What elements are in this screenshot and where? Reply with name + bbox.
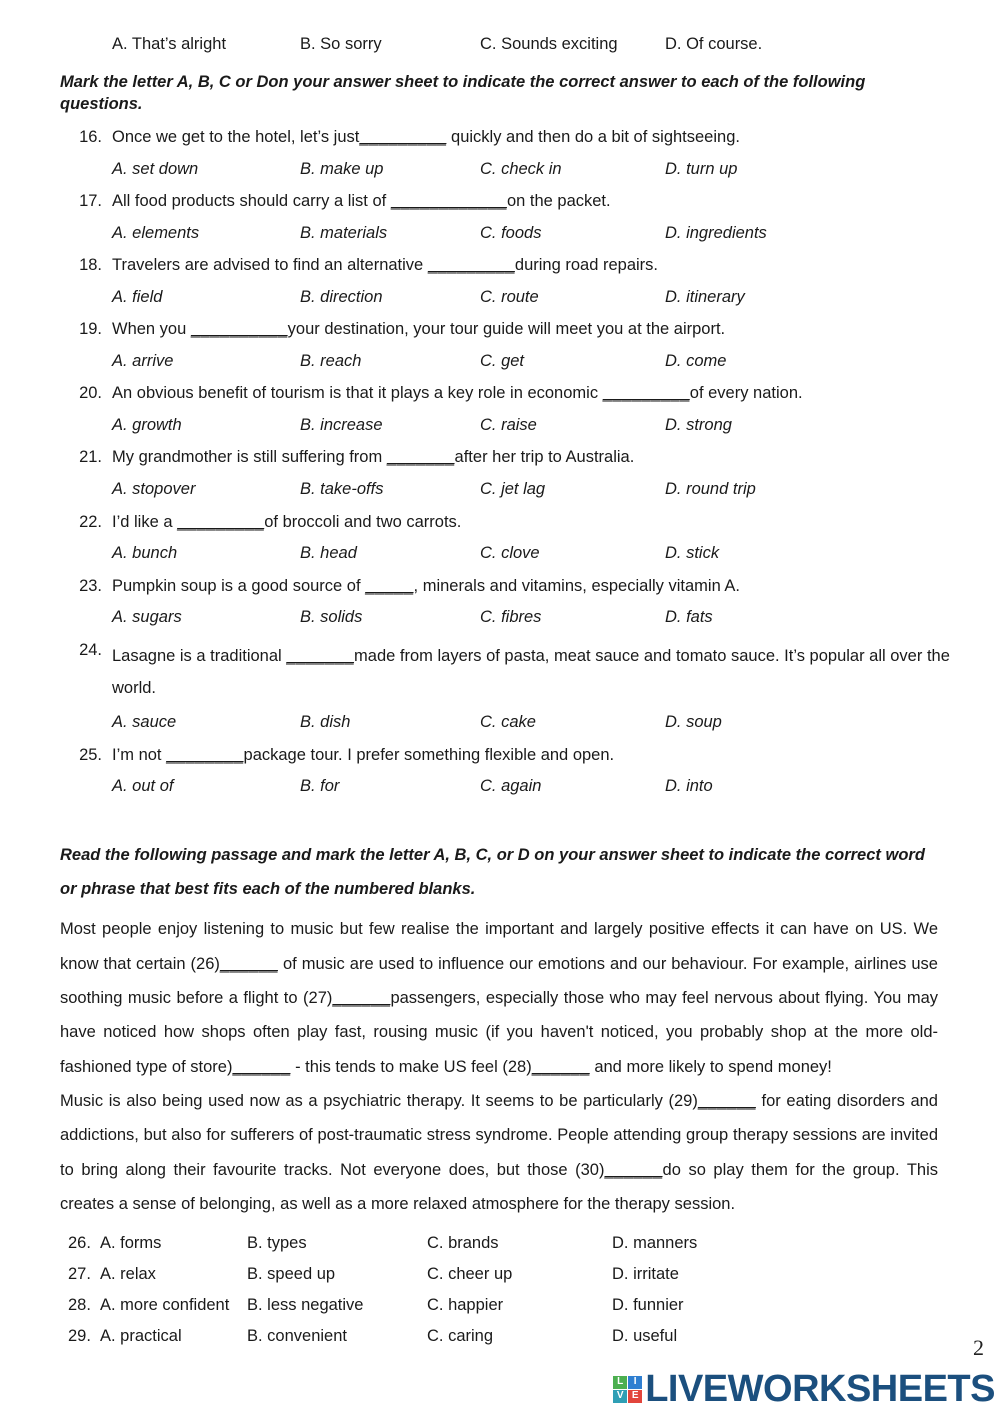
question-number: 29. (68, 1327, 91, 1346)
option-a: A. growth (112, 415, 182, 434)
question-text (112, 512, 1000, 533)
option-b: B. materials (300, 223, 388, 242)
option-d: D. manners (612, 1234, 698, 1253)
option-c: C. brands (427, 1234, 499, 1253)
spacer (0, 704, 1000, 712)
spacer (0, 500, 1000, 512)
question-text-before: Pumpkin soup is a good source of (112, 576, 366, 595)
logo-cell-v: V (613, 1390, 627, 1403)
options-16 (0, 159, 1000, 180)
option-b: B. So sorry (300, 35, 382, 53)
top-spacer (0, 0, 1000, 34)
spacer (0, 115, 1000, 127)
question-text-after: made from layers of pasta, meat sauce and tomato sauce. It’s popular all over the world. (112, 646, 950, 697)
option-d: D. Of course. (665, 35, 763, 53)
blank-question-28 (0, 1295, 1000, 1316)
option-b: B. make up (300, 159, 384, 178)
question-number: 20. (79, 384, 102, 403)
spacer (0, 149, 1000, 159)
option-b: B. take-offs (300, 479, 384, 498)
option-c: C. fibres (480, 608, 542, 627)
option-c: C. happier (427, 1296, 504, 1315)
spacer (0, 533, 1000, 543)
question-text-after: during road repairs. (514, 256, 658, 275)
options-20 (0, 415, 1000, 436)
option-b: B. dish (300, 713, 351, 731)
spacer (0, 597, 1000, 607)
question-number: 19. (79, 320, 102, 339)
question-number: 25. (79, 745, 102, 764)
question-21 (0, 447, 1000, 468)
options-17 (0, 223, 1000, 244)
question-text (112, 447, 1000, 468)
spacer (0, 1285, 1000, 1295)
option-d: D. fats (665, 608, 713, 627)
question-text (112, 191, 1000, 212)
option-a: A. set down (112, 159, 199, 178)
option-c: C. cheer up (427, 1265, 513, 1284)
question-number: 21. (79, 448, 102, 467)
passage-text: and more likely to spend money! (589, 1057, 832, 1076)
question-text (112, 127, 1000, 148)
question-text (112, 255, 1000, 276)
options-19 (0, 351, 1000, 372)
spacer (0, 307, 1000, 319)
question-text (112, 745, 1000, 766)
option-c: C. route (480, 287, 539, 306)
option-a: A. out of (112, 777, 174, 796)
option-a: A. relax (100, 1265, 156, 1284)
question-text-before: Travelers are advised to find an alternative (112, 256, 428, 275)
question-17 (0, 191, 1000, 212)
option-d: D. turn up (665, 159, 738, 178)
question-text-after: package tour. I prefer something flexible and open. (243, 745, 615, 764)
option-c: C. get (480, 351, 525, 370)
spacer (0, 341, 1000, 351)
question-text (112, 319, 1000, 340)
option-a: A. sugars (112, 608, 182, 627)
answer-blank: __________ (190, 320, 288, 339)
blank-question-26 (0, 1233, 1000, 1254)
question-number: 16. (79, 128, 102, 147)
answer-blank: _____ (365, 576, 414, 595)
spacer (0, 243, 1000, 255)
question-text-after: your destination, your tour guide will meet you at the airport. (287, 320, 726, 339)
option-c: C. again (480, 777, 542, 796)
option-b: B. for (300, 777, 340, 796)
option-c: C. check in (480, 159, 562, 178)
top-options-row (0, 34, 1000, 55)
option-c: C. jet lag (480, 479, 546, 498)
question-text-after: of broccoli and two carrots. (264, 512, 462, 531)
options-24 (0, 712, 1000, 733)
option-a: A. arrive (112, 351, 174, 370)
option-d: D. come (665, 351, 727, 370)
option-d: D. strong (665, 415, 732, 434)
passage-text: passengers, especially those who may feel nervous about flying. You may have noticed how shops often play fast, rousing music (if you haven't noticed, you probably shop at the more old-fashioned type of store) (60, 988, 938, 1076)
instruction-multiple-choice: Mark the letter A, B, C or Don your answer sheet to indicate the correct answer to each of the following questions. (60, 72, 866, 113)
option-d: D. itinerary (665, 287, 745, 306)
instruction-reading-passage: Read the following passage and mark the letter A, B, C, or D on your answer sheet to indicate the correct word or phrase that best fits each of the numbered blanks. (60, 845, 925, 898)
passage-text: Music is also being used now as a psychiatric therapy. It seems to be particularly (29) (60, 1091, 698, 1110)
option-b: B. speed up (247, 1265, 336, 1284)
option-c: C. Sounds exciting (480, 35, 618, 53)
passage-text: - this tends to make US feel (28) (290, 1057, 532, 1076)
spacer (0, 1316, 1000, 1326)
page-number: 2 (973, 1335, 984, 1360)
question-text-before: I’m not (112, 745, 167, 764)
question-number: 28. (68, 1296, 91, 1315)
question-16 (0, 127, 1000, 148)
answer-blank: ____________ (390, 192, 507, 211)
spacer (0, 564, 1000, 576)
question-text (112, 383, 1000, 404)
spacer (0, 1254, 1000, 1264)
spacer (0, 628, 1000, 640)
question-text-before: When you (112, 320, 191, 339)
option-c: C. raise (480, 415, 537, 434)
passage-text: do so play them for the group. This creates a sense of belonging, as well as a more relaxed atmosphere for the therapy session. (60, 1160, 938, 1213)
spacer (0, 435, 1000, 447)
option-b: B. types (247, 1234, 307, 1253)
answer-blank: _________ (427, 256, 515, 275)
section-gap (0, 797, 1000, 839)
spacer (0, 55, 1000, 71)
spacer (0, 213, 1000, 223)
question-text (112, 640, 1000, 704)
option-d: D. soup (665, 713, 722, 731)
option-a: A. field (112, 287, 163, 306)
option-d: D. round trip (665, 479, 756, 498)
option-a: A. elements (112, 223, 200, 242)
question-number: 26. (68, 1234, 91, 1253)
option-d: D. funnier (612, 1296, 684, 1315)
question-number: 17. (79, 192, 102, 211)
answer-blank: _________ (359, 128, 447, 147)
passage-blank-27: ______ (332, 988, 391, 1007)
spacer (0, 405, 1000, 415)
question-text-before: All food products should carry a list of (112, 192, 391, 211)
answer-blank: _______ (286, 646, 355, 665)
spacer (0, 179, 1000, 191)
options-23 (0, 607, 1000, 628)
blank-question-27 (0, 1264, 1000, 1285)
passage-blank-28: ______ (531, 1057, 590, 1076)
liveworksheets-mark-icon (612, 1375, 643, 1404)
question-number: 24. (79, 640, 102, 659)
passage-paragraph-1 (0, 912, 1000, 1084)
answer-blank: _________ (602, 384, 690, 403)
question-25 (0, 745, 1000, 766)
spacer (0, 469, 1000, 479)
options-21 (0, 479, 1000, 500)
question-text (112, 576, 1000, 597)
option-c: C. foods (480, 223, 542, 242)
passage-text: Most people enjoy listening to music but few realise the important and largely positive effects it can have on US. We know that certain (26) (60, 920, 938, 973)
question-23 (0, 576, 1000, 597)
passage-blank-extra: ______ (232, 1057, 291, 1076)
question-20 (0, 383, 1000, 404)
option-a: A. forms (100, 1234, 162, 1253)
spacer (0, 371, 1000, 383)
question-text-before: An obvious benefit of tourism is that it plays a key role in economic (112, 384, 603, 403)
options-18 (0, 287, 1000, 308)
option-a: A. more confident (100, 1296, 230, 1315)
question-18 (0, 255, 1000, 276)
question-text-after: on the packet. (506, 192, 611, 211)
question-22 (0, 512, 1000, 533)
logo-cell-i: I (628, 1376, 642, 1389)
option-d: D. into (665, 777, 713, 796)
question-text-before: Once we get to the hotel, let’s just (112, 128, 360, 147)
passage-blank-30: ______ (604, 1160, 663, 1179)
option-d: D. irritate (612, 1265, 679, 1284)
passage-blank-26: ______ (219, 954, 278, 973)
liveworksheets-logo[interactable] (612, 1370, 995, 1408)
spacer (0, 277, 1000, 287)
option-c: C. cake (480, 713, 536, 731)
question-number: 18. (79, 256, 102, 275)
option-b: B. head (300, 543, 357, 562)
option-a: A. practical (100, 1327, 182, 1346)
question-text-after: quickly and then do a bit of sightseeing. (446, 128, 740, 147)
logo-cell-l: L (613, 1376, 627, 1389)
option-a: A. That’s alright (112, 35, 227, 53)
answer-blank: ________ (166, 745, 244, 764)
answer-blank: _______ (386, 448, 455, 467)
answer-blank: _________ (177, 512, 265, 531)
spacer (0, 1221, 1000, 1233)
option-b: B. solids (300, 608, 363, 627)
option-c: C. caring (427, 1327, 494, 1346)
question-text-before: My grandmother is still suffering from (112, 448, 387, 467)
option-a: A. stopover (112, 479, 196, 498)
spacer (0, 766, 1000, 776)
question-number: 27. (68, 1265, 91, 1284)
option-a: A. bunch (112, 543, 178, 562)
option-d: D. ingredients (665, 223, 767, 242)
option-b: B. direction (300, 287, 383, 306)
question-text-before: Lasagne is a traditional (112, 646, 287, 665)
passage-text: of music are used to influence our emotions and our behaviour. For example, airlines use soothing music before a flight to (27) (60, 954, 938, 1007)
question-text-before: I’d like a (112, 512, 178, 531)
passage-paragraph-2 (0, 1084, 1000, 1221)
spacer (0, 733, 1000, 745)
option-a: A. sauce (112, 713, 177, 731)
liveworksheets-wordmark: LIVEWORKSHEETS (645, 1368, 995, 1410)
option-b: B. reach (300, 351, 362, 370)
option-b: B. convenient (247, 1327, 347, 1346)
question-number: 23. (79, 576, 102, 595)
question-19 (0, 319, 1000, 340)
logo-cell-e: E (628, 1390, 642, 1403)
options-25 (0, 776, 1000, 797)
option-c: C. clove (480, 543, 540, 562)
option-d: D. useful (612, 1327, 678, 1346)
option-d: D. stick (665, 543, 720, 562)
question-24 (0, 640, 1000, 704)
option-b: B. less negative (247, 1296, 364, 1315)
question-text-after: , minerals and vitamins, especially vitamin A. (413, 576, 741, 595)
options-22 (0, 543, 1000, 564)
passage-blank-29: ______ (697, 1091, 756, 1110)
question-text-after: after her trip to Australia. (454, 448, 635, 467)
option-b: B. increase (300, 415, 383, 434)
question-text-after: of every nation. (689, 384, 803, 403)
passage-text: for eating disorders and addictions, but also for sufferers of post-traumatic stress syndrome. People attending group therapy sessions are invited to bring along their favourite tracks. Not everyone does, but those (30) (60, 1091, 938, 1179)
question-number: 22. (79, 512, 102, 531)
